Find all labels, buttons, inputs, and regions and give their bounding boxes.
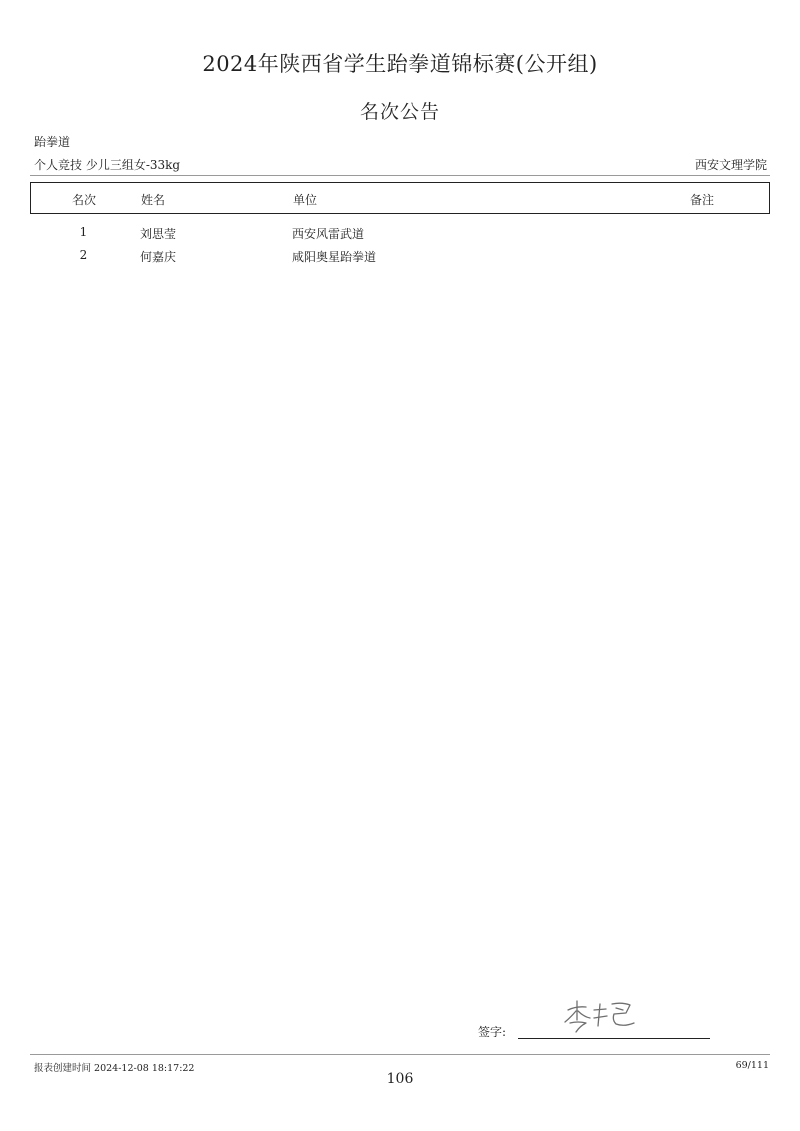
column-header-name: 姓名 xyxy=(141,193,166,207)
document-title: 2024年陕西省学生跆拳道锦标赛(公开组) xyxy=(202,52,598,76)
header-divider xyxy=(30,175,770,176)
column-header-note: 备注 xyxy=(690,193,715,207)
sport-label: 跆拳道 xyxy=(34,135,71,149)
rank-cell: 2 xyxy=(79,248,88,262)
unit-cell: 咸阳奥星跆拳道 xyxy=(292,250,377,264)
name-cell: 刘思莹 xyxy=(140,227,177,241)
column-header-unit: 单位 xyxy=(293,193,318,207)
footer-divider xyxy=(30,1054,770,1055)
report-created-time: 报表创建时间 2024-12-08 18:17:22 xyxy=(34,1063,195,1074)
document-subtitle: 名次公告 xyxy=(359,101,440,123)
page-counter: 69/111 xyxy=(735,1060,769,1071)
results-table-header xyxy=(30,182,770,214)
handwritten-signature xyxy=(560,996,640,1036)
table-row xyxy=(30,225,770,247)
page-number: 106 xyxy=(386,1071,414,1087)
signature-line xyxy=(518,1038,710,1039)
signature-label: 签字: xyxy=(478,1025,507,1039)
event-label: 个人竞技 少儿三组女-33kg xyxy=(34,158,181,172)
name-cell: 何嘉庆 xyxy=(140,250,177,264)
table-row xyxy=(30,248,770,270)
rank-cell: 1 xyxy=(79,225,88,239)
column-header-rank: 名次 xyxy=(72,193,97,207)
unit-cell: 西安风雷武道 xyxy=(292,227,365,241)
venue-label: 西安文理学院 xyxy=(694,158,767,172)
